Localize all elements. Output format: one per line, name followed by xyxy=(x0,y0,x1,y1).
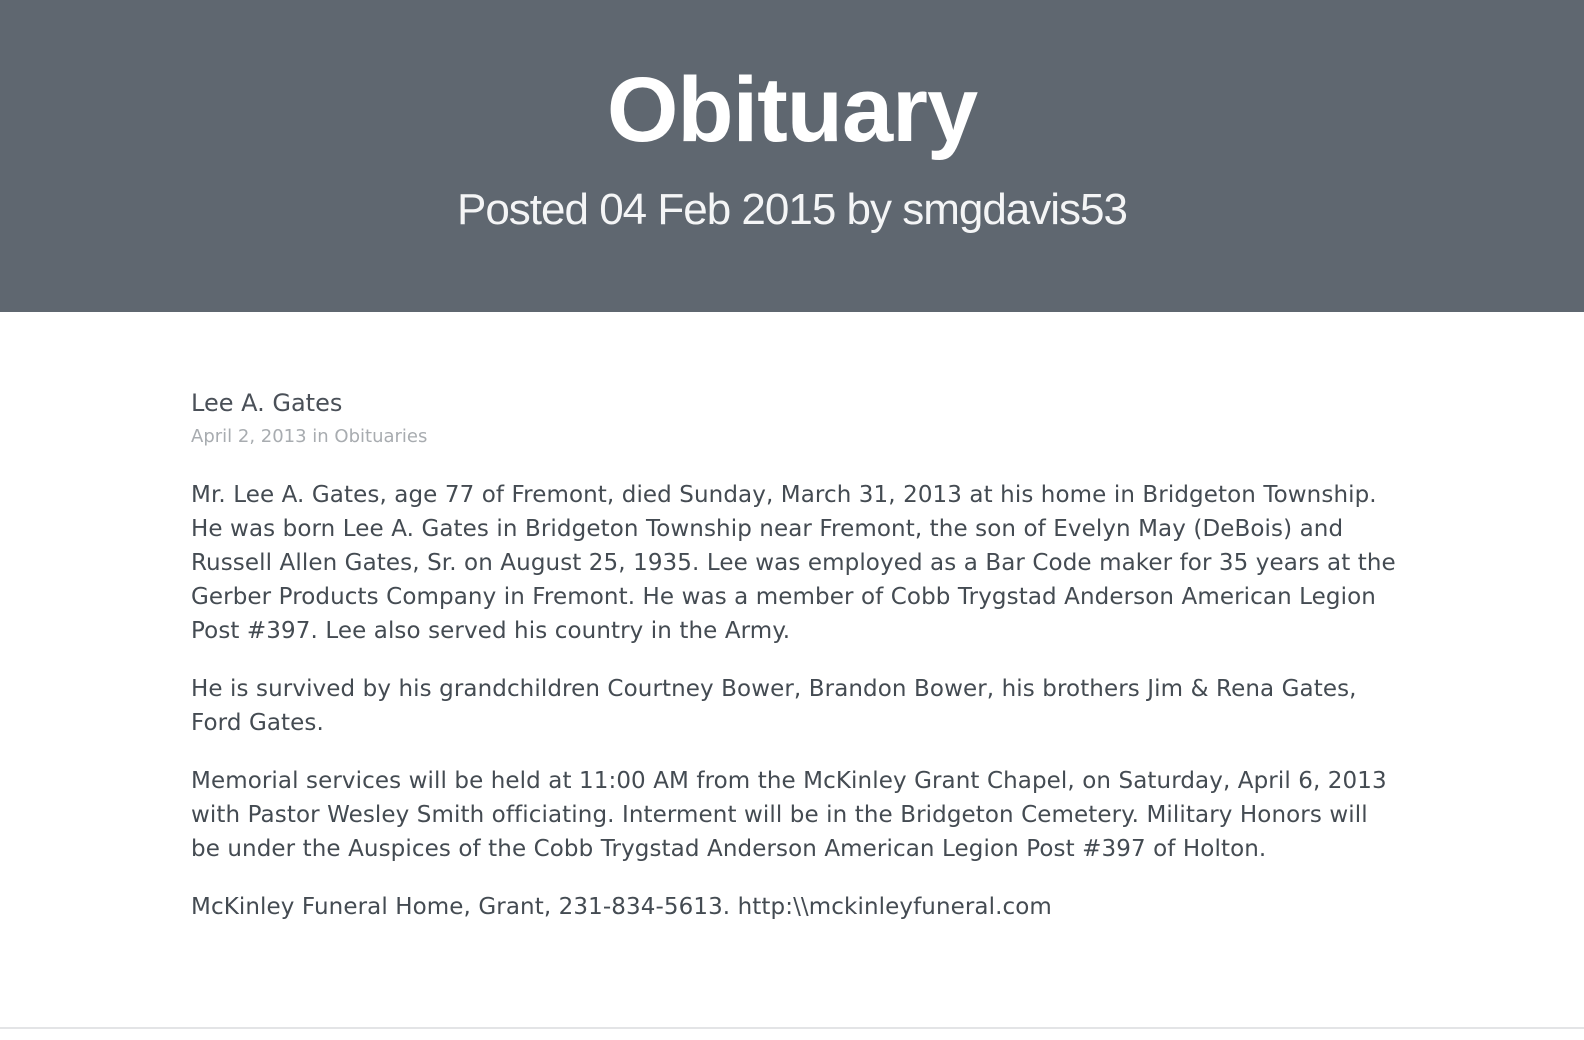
post-meta: April 2, 2013 in Obituaries xyxy=(191,426,428,447)
paragraph-services: Memorial services will be held at 11:00 AM from the McKinley Grant Chapel, on Saturday, April 6, 2013 with Pastor Wesley Smith officiating. Interment will be in the Bridgeton Cemetery. Military Honors will be under the Auspices of the Cobb Trygstad Anderson American Legion Post #397 of Holton. xyxy=(191,768,1387,862)
page-header xyxy=(0,0,1584,312)
paragraph-survivors: He is survived by his grandchildren Courtney Bower, Brandon Bower, his brothers Jim & Rena Gates, Ford Gates. xyxy=(191,676,1357,736)
paragraph-funeral-home: McKinley Funeral Home, Grant, 231-834-5613. http:\\mckinleyfuneral.com xyxy=(191,894,1052,920)
obituary-name: Lee A. Gates xyxy=(191,389,343,417)
post-byline: Posted 04 Feb 2015 by smgdavis53 xyxy=(456,185,1127,234)
paragraph-biography: Mr. Lee A. Gates, age 77 of Fremont, died Sunday, March 31, 2013 at his home in Bridgeton Township. He was born Lee A. Gates in Bridgeton Township near Fremont, the son of Evelyn May (DeBois) and Russell Allen Gates, Sr. on August 25, 1935. Lee was employed as a Bar Code maker for 35 years at the Gerber Products Company in Fremont. He was a member of Cobb Trygstad Anderson American Legion Post #397. Lee also served his country in the Army. xyxy=(191,482,1396,644)
post-body xyxy=(191,478,1401,924)
post-content xyxy=(191,386,1401,948)
page-title: Obituary xyxy=(606,59,978,161)
bottom-divider xyxy=(0,1027,1584,1029)
